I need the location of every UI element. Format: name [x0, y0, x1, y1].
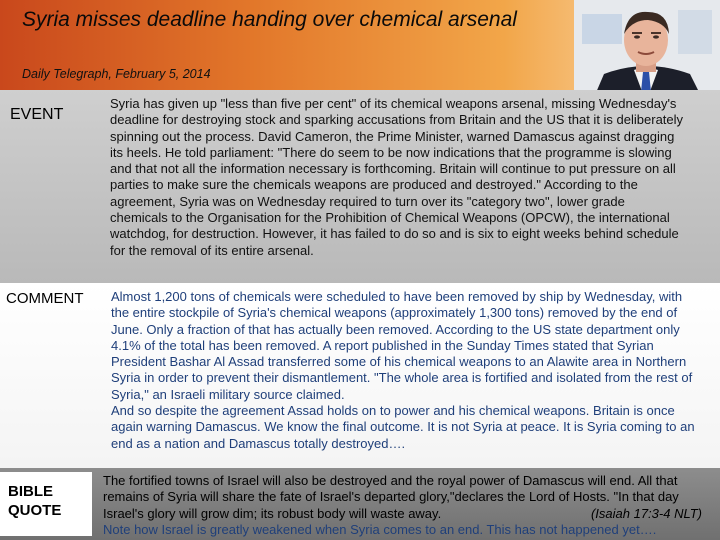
- bible-quote-section: [0, 468, 720, 540]
- comment-label: COMMENT: [6, 290, 84, 307]
- bible-label-line-1: BIBLE: [8, 483, 53, 500]
- header-banner: [0, 0, 720, 90]
- comment-paragraph-2: And so despite the agreement Assad holds on to power and his chemical weapons. Britain is once again warning Damascus. We know the final outcome. It is not Syria at peace. It is Syria coming to an end as a nation and Damascus totally destroyed….: [111, 403, 695, 451]
- bible-quote-text: [103, 473, 708, 538]
- event-label: EVENT: [10, 106, 64, 123]
- bible-label-box: [0, 472, 92, 536]
- speaker-portrait-photo: [574, 0, 720, 102]
- bible-quote-body: The fortified towns of Israel will also be destroyed and the royal power of Damascus will end. All that remains of Syria will share the fate of Israel's departed glory,"declares the Lord of Hosts. "In that day Israel's glory will grow dim; its robust body will waste away.: [103, 473, 679, 521]
- page-title: Syria misses deadline handing over chemical arsenal: [22, 8, 517, 31]
- event-text: Syria has given up "less than five per cent" of its chemical weapons arsenal, missing Wednesday's deadline for destroying stock and sparking accusations from Britain and the US that it is deliberately spinning out the process. David Cameron, the Prime Minister, warned Damascus against dragging its heels. He told parliament: "There do seem to be now indications that the programme is slowing and that not all the information necessary is forthcoming. Britain will continue to put pressure on all parties to make sure the chemicals weapons are produced and destroyed." According to the agreement, Syria was on Wednesday required to turn over its "category two", lower grade chemicals to the Organisation for the Prohibition of Chemical Weapons (OPCW), the international watchdog, for destruction. However, it has failed to do so and is six to eight weeks behind schedule for the removal of its entire arsenal.: [110, 96, 684, 258]
- bible-label-line-2: QUOTE: [8, 502, 62, 519]
- bible-quote-label: [8, 482, 61, 520]
- comment-text: [111, 289, 701, 452]
- comment-section: [0, 283, 720, 468]
- event-section: [0, 90, 720, 283]
- bible-reference: (Isaiah 17:3-4 NLT): [590, 505, 702, 521]
- source-citation: Daily Telegraph, February 5, 2014: [22, 67, 211, 81]
- comment-paragraph-1: Almost 1,200 tons of chemicals were scheduled to have been removed by ship by Wednesday, with the entire stockpile of Syria's chemical weapons (approximately 1,300 tons) removed by the end of June. Only a fraction of that has actually been removed. According to the US state department only 4.1% of the total has been removed. A report published in the Sunday Times stated that Syrian President Bashar Al Assad transferred some of his chemical weapons to an Alawite area in Northern Syria in order to prevent their dismantlement. "The whole area is fortified and isolated from the rest of Syria," an Israeli military source claimed.: [111, 289, 693, 402]
- bible-note: Note how Israel is greatly weakened when Syria comes to an end. This has not happened yet….: [103, 521, 657, 537]
